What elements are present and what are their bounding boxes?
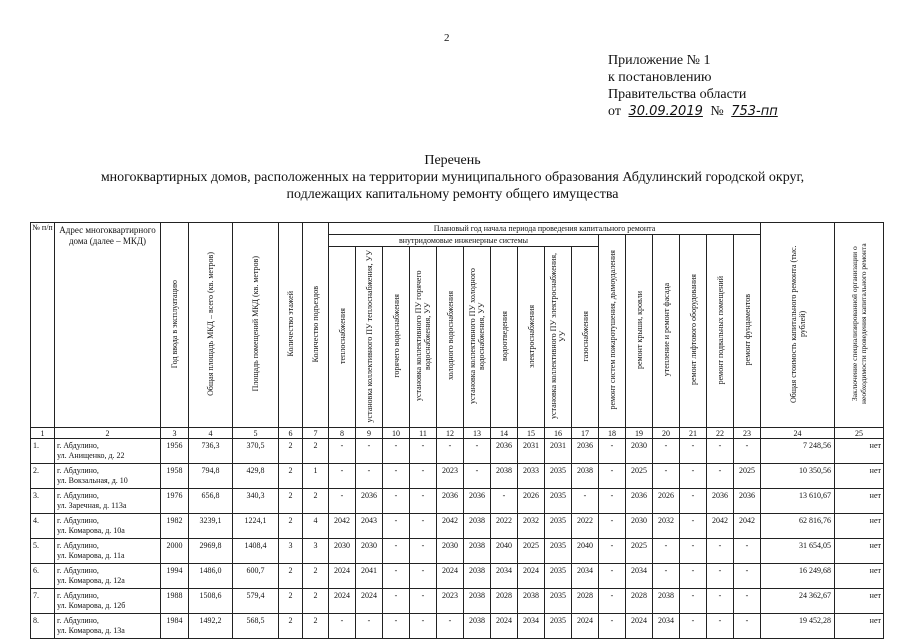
address-line-1: г. Абдулино, [57, 441, 99, 450]
planned-year-cell: - [653, 564, 680, 589]
planned-year-cell: 2022 [491, 514, 518, 539]
area-total-cell: 736,3 [189, 439, 233, 464]
planned-year-cell: - [410, 539, 437, 564]
planned-year-cell: 2038 [464, 614, 491, 639]
planned-year-cell: 2035 [545, 539, 572, 564]
planned-year-cell: 2026 [653, 489, 680, 514]
table-row [31, 614, 884, 639]
planned-year-cell: 2023 [437, 464, 464, 489]
column-number-cell: 3 [161, 428, 189, 439]
planned-year-cell: - [599, 589, 626, 614]
floors-cell: 2 [279, 614, 303, 639]
planned-year-cell: - [383, 539, 410, 564]
planned-year-cell: - [734, 439, 761, 464]
header-col-hot-water: горячего водоснабжения [383, 247, 410, 428]
planned-year-cell: - [653, 439, 680, 464]
planned-year-cell: - [599, 464, 626, 489]
planned-year-cell: - [680, 439, 707, 464]
planned-year-cell: 2038 [464, 539, 491, 564]
address-cell [55, 614, 161, 639]
planned-year-cell: 2035 [545, 589, 572, 614]
header-col-fire: ремонт систем пожаротушения, дымоудаления [599, 235, 626, 428]
planned-year-cell: 2035 [545, 514, 572, 539]
planned-year-cell: - [680, 464, 707, 489]
row-number-cell: 4. [31, 514, 55, 539]
planned-year-cell: 2040 [491, 539, 518, 564]
planned-year-cell: 2030 [356, 539, 383, 564]
planned-year-cell: 2023 [437, 589, 464, 614]
planned-year-cell: 2030 [329, 539, 356, 564]
area-total-cell: 2969,8 [189, 539, 233, 564]
page-number: 2 [444, 32, 450, 44]
table-row [31, 589, 884, 614]
row-number-cell: 6. [31, 564, 55, 589]
year-cell: 1956 [161, 439, 189, 464]
title-line-1: Перечень [424, 153, 481, 168]
address-line-2: ул. Вокзальная, д. 10 [57, 476, 128, 485]
entrances-cell: 2 [303, 614, 329, 639]
area-premises-cell: 370,5 [233, 439, 279, 464]
appendix-block [608, 52, 782, 120]
planned-year-cell: - [653, 539, 680, 564]
planned-year-cell: 2030 [437, 539, 464, 564]
header-address: Адрес многоквартирного дома (далее – МКД) [55, 223, 161, 428]
column-number-cell: 24 [761, 428, 835, 439]
conclusion-cell: нет [835, 589, 884, 614]
entrances-cell: 2 [303, 589, 329, 614]
column-number-cell: 2 [55, 428, 161, 439]
planned-year-cell: - [734, 589, 761, 614]
planned-year-cell: 2028 [626, 589, 653, 614]
address-cell [55, 439, 161, 464]
address-line-2: ул. Анищенко, д. 22 [57, 451, 125, 460]
header-col-roof: ремонт крыши, кровли [626, 235, 653, 428]
planned-year-cell: 2031 [545, 439, 572, 464]
planned-year-cell: - [356, 439, 383, 464]
planned-year-cell: 2024 [626, 614, 653, 639]
column-number-cell: 18 [599, 428, 626, 439]
column-number-cell: 19 [626, 428, 653, 439]
column-number-cell: 22 [707, 428, 734, 439]
entrances-cell: 2 [303, 564, 329, 589]
planned-year-cell: 2038 [653, 589, 680, 614]
column-number-cell: 11 [410, 428, 437, 439]
planned-year-cell: 2034 [518, 614, 545, 639]
planned-year-cell: 2036 [734, 489, 761, 514]
planned-year-cell: 2024 [518, 564, 545, 589]
area-premises-cell: 568,5 [233, 614, 279, 639]
planned-year-cell: - [410, 464, 437, 489]
floors-cell: 3 [279, 539, 303, 564]
address-line-1: г. Абдулино, [57, 466, 99, 475]
planned-year-cell: - [680, 514, 707, 539]
table-row [31, 439, 884, 464]
planned-year-cell: 2042 [329, 514, 356, 539]
planned-year-cell: 2024 [356, 589, 383, 614]
planned-year-cell: 2041 [356, 564, 383, 589]
conclusion-cell: нет [835, 539, 884, 564]
document-title [0, 152, 905, 203]
column-number-cell: 8 [329, 428, 356, 439]
year-cell: 1984 [161, 614, 189, 639]
planned-year-cell: 2036 [572, 439, 599, 464]
planned-year-cell: 2024 [437, 564, 464, 589]
planned-year-cell: - [410, 514, 437, 539]
planned-year-cell: 2032 [518, 514, 545, 539]
header-year: Год ввода в эксплуатацию [161, 223, 189, 428]
year-cell: 2000 [161, 539, 189, 564]
cost-cell: 7 248,56 [761, 439, 835, 464]
planned-year-cell: 2040 [572, 539, 599, 564]
planned-year-cell: - [599, 564, 626, 589]
table-row [31, 489, 884, 514]
planned-year-cell: - [356, 614, 383, 639]
header-col-facade: утепление и ремонт фасада [653, 235, 680, 428]
planned-year-cell: - [680, 564, 707, 589]
planned-year-cell: - [680, 539, 707, 564]
header-col-gas: газоснабжения [572, 247, 599, 428]
planned-year-cell: - [680, 614, 707, 639]
header-col-cold-water: холодного водоснабжения [437, 247, 464, 428]
table-body [31, 428, 884, 639]
row-number-cell: 7. [31, 589, 55, 614]
planned-year-cell: - [707, 539, 734, 564]
planned-year-cell: 2042 [707, 514, 734, 539]
header-col-electricity: электроснабжения [518, 247, 545, 428]
area-premises-cell: 429,8 [233, 464, 279, 489]
planned-year-cell: 2022 [572, 514, 599, 539]
column-number-cell: 12 [437, 428, 464, 439]
cost-cell: 13 610,67 [761, 489, 835, 514]
row-number-cell: 2. [31, 464, 55, 489]
column-number-cell: 10 [383, 428, 410, 439]
address-line-2: ул. Комарова, д. 11а [57, 551, 125, 560]
planned-year-cell: - [707, 589, 734, 614]
planned-year-cell: 2034 [626, 564, 653, 589]
column-number-cell: 13 [464, 428, 491, 439]
floors-cell: 2 [279, 439, 303, 464]
column-number-cell: 14 [491, 428, 518, 439]
column-number-cell: 6 [279, 428, 303, 439]
planned-year-cell: - [599, 489, 626, 514]
conclusion-cell: нет [835, 564, 884, 589]
planned-year-cell: 2038 [518, 589, 545, 614]
planned-year-cell: 2025 [626, 539, 653, 564]
handwritten-number: 753-пп [731, 104, 778, 119]
planned-year-cell: - [410, 589, 437, 614]
appendix-line-3: Правительства области [608, 87, 747, 102]
year-cell: 1958 [161, 464, 189, 489]
year-cell: 1994 [161, 564, 189, 589]
address-line-2: ул. Комарова, д. 13а [57, 626, 125, 635]
header-cost: Общая стоимость капитального ремонта (тыс. рублей) [761, 223, 835, 428]
planned-year-cell: - [383, 589, 410, 614]
column-number-cell: 4 [189, 428, 233, 439]
header-col-electricity-meter: установка коллективного ПУ электроснабжения, УУ [545, 247, 572, 428]
planned-year-cell: - [734, 539, 761, 564]
planned-year-cell: 2035 [545, 564, 572, 589]
area-premises-cell: 1408,4 [233, 539, 279, 564]
planned-year-cell: 2042 [437, 514, 464, 539]
planned-year-cell: - [653, 464, 680, 489]
planned-year-cell: - [437, 439, 464, 464]
area-total-cell: 794,8 [189, 464, 233, 489]
planned-year-cell: 2042 [734, 514, 761, 539]
planned-year-cell: - [707, 614, 734, 639]
column-number-cell: 23 [734, 428, 761, 439]
header-col-foundation: ремонт фундаментов [734, 235, 761, 428]
planned-year-cell: - [410, 489, 437, 514]
address-line-1: г. Абдулино, [57, 491, 99, 500]
planned-year-cell: - [383, 489, 410, 514]
planned-year-cell: - [572, 489, 599, 514]
planned-year-cell: - [383, 464, 410, 489]
planned-year-cell: 2035 [545, 464, 572, 489]
header-col-heating: теплоснабжения [329, 247, 356, 428]
address-line-1: г. Абдулино, [57, 591, 99, 600]
address-line-2: ул. Комарова, д. 12а [57, 576, 125, 585]
planned-year-cell: - [464, 464, 491, 489]
planned-year-cell: 2036 [707, 489, 734, 514]
planned-year-cell: 2043 [356, 514, 383, 539]
column-number-cell: 16 [545, 428, 572, 439]
floors-cell: 2 [279, 589, 303, 614]
planned-year-cell: 2025 [518, 539, 545, 564]
planned-year-cell: - [383, 614, 410, 639]
planned-year-cell: 2038 [464, 589, 491, 614]
planned-year-cell: - [680, 489, 707, 514]
planned-year-cell: 2024 [491, 614, 518, 639]
planned-year-cell: - [410, 564, 437, 589]
address-cell [55, 539, 161, 564]
planned-year-cell: 2028 [491, 589, 518, 614]
planned-year-cell: - [599, 539, 626, 564]
header-area-premises: Площадь помещений МКД (кв. метров) [233, 223, 279, 428]
table-header [31, 223, 884, 428]
appendix-line-1: Приложение № 1 [608, 53, 711, 68]
year-cell: 1982 [161, 514, 189, 539]
header-conclusion: Заключение специализированной организации о необходимости проведения капитального ремонта [835, 223, 884, 428]
row-number-cell: 3. [31, 489, 55, 514]
conclusion-cell: нет [835, 439, 884, 464]
planned-year-cell: 2024 [572, 614, 599, 639]
table-row [31, 514, 884, 539]
planned-year-cell: 2036 [491, 439, 518, 464]
address-line-1: г. Абдулино, [57, 616, 99, 625]
column-number-row [31, 428, 884, 439]
column-number-cell: 20 [653, 428, 680, 439]
planned-year-cell: - [707, 464, 734, 489]
planned-year-cell: 2038 [464, 564, 491, 589]
entrances-cell: 2 [303, 489, 329, 514]
address-line-2: ул. Комарова, д. 10а [57, 526, 125, 535]
area-total-cell: 1486,0 [189, 564, 233, 589]
date-prefix: от [608, 104, 621, 119]
entrances-cell: 2 [303, 439, 329, 464]
address-cell [55, 489, 161, 514]
planned-year-cell: - [599, 514, 626, 539]
title-line-3: подлежащих капитальному ремонту общего имущества [286, 187, 619, 202]
planned-year-cell: 2035 [545, 614, 572, 639]
header-no: № п/п [31, 223, 55, 428]
year-cell: 1988 [161, 589, 189, 614]
cost-cell: 31 654,05 [761, 539, 835, 564]
floors-cell: 2 [279, 464, 303, 489]
area-total-cell: 3239,1 [189, 514, 233, 539]
header-floors: Количество этажей [279, 223, 303, 428]
planned-year-cell: 2034 [491, 564, 518, 589]
address-cell [55, 589, 161, 614]
planned-year-cell: 2036 [626, 489, 653, 514]
planned-year-cell: 2024 [329, 564, 356, 589]
column-number-cell: 1 [31, 428, 55, 439]
table-row [31, 539, 884, 564]
planned-year-cell: 2038 [572, 464, 599, 489]
planned-year-cell: - [734, 564, 761, 589]
header-col-heating-meter: установка коллективного ПУ теплоснабжения, УУ [356, 247, 383, 428]
repair-table [30, 222, 884, 639]
planned-year-cell: 2030 [626, 514, 653, 539]
area-total-cell: 1508,6 [189, 589, 233, 614]
planned-year-cell: 2024 [329, 589, 356, 614]
planned-year-cell: - [356, 464, 383, 489]
table-row [31, 464, 884, 489]
planned-year-cell: 2035 [545, 489, 572, 514]
planned-year-cell: 2036 [464, 489, 491, 514]
address-cell [55, 464, 161, 489]
cost-cell: 19 452,28 [761, 614, 835, 639]
planned-year-cell: 2033 [518, 464, 545, 489]
column-number-cell: 17 [572, 428, 599, 439]
floors-cell: 2 [279, 564, 303, 589]
conclusion-cell: нет [835, 489, 884, 514]
planned-year-cell: - [464, 439, 491, 464]
conclusion-cell: нет [835, 464, 884, 489]
header-col-lifts: ремонт лифтового оборудования [680, 235, 707, 428]
area-premises-cell: 1224,1 [233, 514, 279, 539]
header-planned-year: Плановый год начала периода проведения капитального ремонта [329, 223, 761, 235]
address-line-1: г. Абдулино, [57, 541, 99, 550]
planned-year-cell: 2038 [491, 464, 518, 489]
appendix-line-2: к постановлению [608, 70, 712, 85]
cost-cell: 10 350,56 [761, 464, 835, 489]
header-systems: внутридомовые инженерные системы [329, 235, 599, 247]
planned-year-cell: - [707, 564, 734, 589]
header-entrances: Количество подъездов [303, 223, 329, 428]
planned-year-cell: - [329, 489, 356, 514]
planned-year-cell: 2034 [653, 614, 680, 639]
planned-year-cell: - [410, 439, 437, 464]
column-number-cell: 5 [233, 428, 279, 439]
planned-year-cell: - [437, 614, 464, 639]
header-col-drainage: водоотведения [491, 247, 518, 428]
address-cell [55, 514, 161, 539]
floors-cell: 2 [279, 489, 303, 514]
area-premises-cell: 579,4 [233, 589, 279, 614]
planned-year-cell: - [491, 489, 518, 514]
floors-cell: 2 [279, 514, 303, 539]
row-number-cell: 8. [31, 614, 55, 639]
column-number-cell: 7 [303, 428, 329, 439]
entrances-cell: 3 [303, 539, 329, 564]
table-row [31, 564, 884, 589]
conclusion-cell: нет [835, 514, 884, 539]
planned-year-cell: - [329, 439, 356, 464]
planned-year-cell: - [410, 614, 437, 639]
conclusion-cell: нет [835, 614, 884, 639]
row-number-cell: 1. [31, 439, 55, 464]
column-number-cell: 15 [518, 428, 545, 439]
planned-year-cell: - [599, 439, 626, 464]
planned-year-cell: 2038 [464, 514, 491, 539]
appendix-date-line [608, 103, 782, 120]
planned-year-cell: - [680, 589, 707, 614]
planned-year-cell: 2036 [356, 489, 383, 514]
area-premises-cell: 600,7 [233, 564, 279, 589]
planned-year-cell: 2026 [518, 489, 545, 514]
cost-cell: 16 249,68 [761, 564, 835, 589]
title-line-2: многоквартирных домов, расположенных на территории муниципального образования Абдулинский городской округ, [100, 170, 805, 185]
column-number-cell: 25 [835, 428, 884, 439]
entrances-cell: 1 [303, 464, 329, 489]
address-line-1: г. Абдулино, [57, 516, 99, 525]
header-col-hot-water-meter: установка коллективного ПУ горячего водоснабжения, УУ [410, 247, 437, 428]
area-premises-cell: 340,3 [233, 489, 279, 514]
cost-cell: 62 816,76 [761, 514, 835, 539]
planned-year-cell: 2028 [572, 589, 599, 614]
planned-year-cell: - [734, 614, 761, 639]
planned-year-cell: - [329, 464, 356, 489]
column-number-cell: 21 [680, 428, 707, 439]
header-area-total: Общая площадь МКД – всего (кв. метров) [189, 223, 233, 428]
planned-year-cell: - [599, 614, 626, 639]
row-number-cell: 5. [31, 539, 55, 564]
area-total-cell: 656,8 [189, 489, 233, 514]
planned-year-cell: 2034 [572, 564, 599, 589]
planned-year-cell: 2032 [653, 514, 680, 539]
planned-year-cell: 2036 [437, 489, 464, 514]
planned-year-cell: 2030 [626, 439, 653, 464]
number-prefix: № [710, 104, 724, 119]
planned-year-cell: - [383, 439, 410, 464]
header-col-cold-water-meter: установка коллективного ПУ холодного водоснабжения, УУ [464, 247, 491, 428]
address-line-1: г. Абдулино, [57, 566, 99, 575]
address-cell [55, 564, 161, 589]
planned-year-cell: - [329, 614, 356, 639]
handwritten-date: 30.09.2019 [628, 104, 703, 119]
planned-year-cell: - [383, 514, 410, 539]
area-total-cell: 1492,2 [189, 614, 233, 639]
planned-year-cell: 2025 [734, 464, 761, 489]
planned-year-cell: - [383, 564, 410, 589]
address-line-2: ул. Комарова, д. 12б [57, 601, 126, 610]
entrances-cell: 4 [303, 514, 329, 539]
address-line-2: ул. Заречная, д. 113а [57, 501, 127, 510]
planned-year-cell: - [707, 439, 734, 464]
year-cell: 1976 [161, 489, 189, 514]
header-col-basement: ремонт подвальных помещений [707, 235, 734, 428]
planned-year-cell: 2025 [626, 464, 653, 489]
column-number-cell: 9 [356, 428, 383, 439]
planned-year-cell: 2031 [518, 439, 545, 464]
cost-cell: 24 362,67 [761, 589, 835, 614]
